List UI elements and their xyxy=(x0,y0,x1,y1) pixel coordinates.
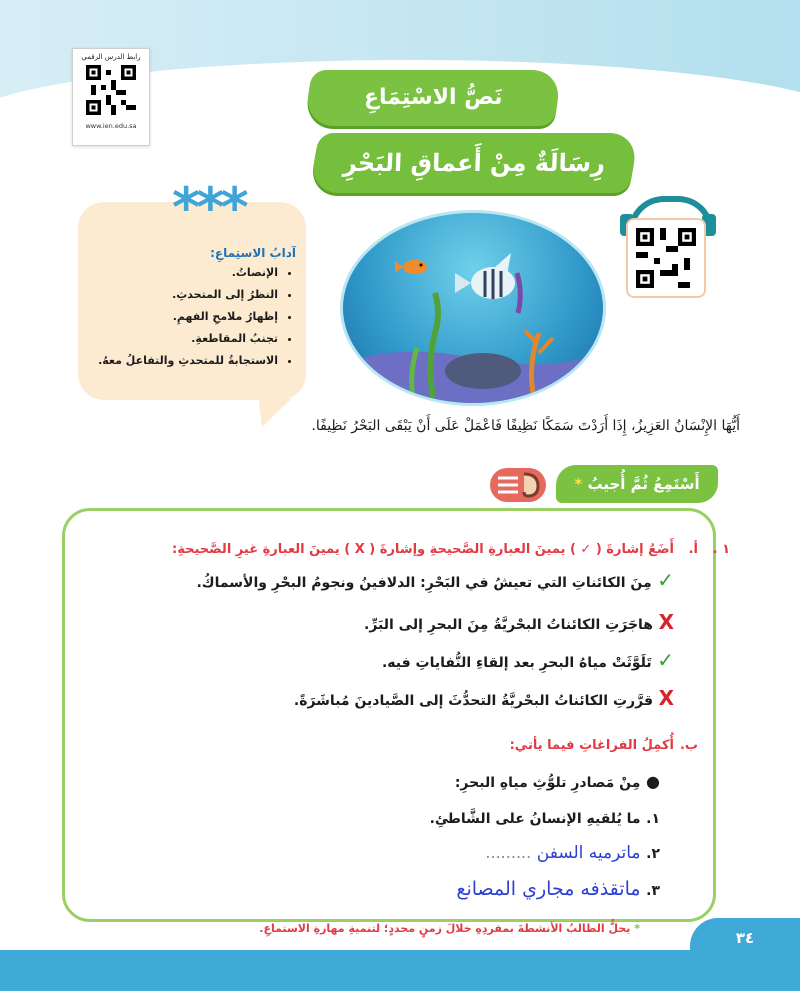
statement-text: هاجَرَتِ الكائناتُ البحْريَّةُ مِنَ البحرِ إلى البَرِّ. xyxy=(364,617,653,633)
statement-text: مِنَ الكائناتِ التي تعيشُ في البَحْرِ: الدلافينُ ونجومُ البحْرِ والأسماكُ. xyxy=(196,575,652,591)
page-number-tab xyxy=(690,918,800,958)
audio-qr-card xyxy=(626,218,706,298)
fill-answer-input[interactable]: ماتقذفه مجاري المصانع xyxy=(456,878,641,900)
fill-number: ٣. xyxy=(646,883,660,899)
statement-row xyxy=(196,568,674,592)
etiquette-item: • تجنبُ المقاطعةِ. xyxy=(96,332,278,345)
decorative-stars: *** xyxy=(172,176,245,239)
digital-lesson-qr-card[interactable] xyxy=(72,48,150,146)
etiquette-item: • الإنصاتُ. xyxy=(96,266,278,279)
intro-sentence: أَيُّهَا الإِنْسَانُ العَزِيزُ، إِذَا أَرَدْتَ سَمَكًا نَظِيفًا فَاعْمَلْ عَلَى أَنْ يَبْقَى البَحْرُ نَظِيفًا. xyxy=(311,418,740,434)
etiquette-item: • إظهارُ ملامحِ الفهمِ. xyxy=(96,310,278,323)
qr-url[interactable]: www.ien.edu.sa xyxy=(85,122,137,130)
ear-icon xyxy=(490,468,546,502)
audio-qr-icon xyxy=(636,228,696,288)
etiquette-title: آدابُ الاستِماعِ: xyxy=(210,246,296,260)
fill-dotted-line: ......... xyxy=(485,843,532,862)
footnote-star: * xyxy=(634,922,640,935)
question-number: ١ . xyxy=(712,542,730,557)
audio-qr-code[interactable] xyxy=(612,196,722,306)
bullet-icon: ● xyxy=(646,772,660,791)
footnote-text: يحلُّ الطالبُ الأنشطةَ بمفردِهِ خلالَ زمنٍ محددٍ؛ لتنميةِ مهارةِ الاستماعِ. xyxy=(259,922,631,935)
bottom-band xyxy=(0,950,800,991)
fill-answer-input[interactable]: ماترميه السفن xyxy=(536,843,641,863)
statement-row xyxy=(382,648,674,672)
fill-number: ١. xyxy=(646,811,660,827)
statement-row xyxy=(364,610,674,634)
fill-row xyxy=(456,878,660,900)
listen-answer-text: أَسْتَمِعُ ثُمَّ أُجيبُ xyxy=(587,475,700,493)
part-b-instruction: أُكمِلُ الفراغاتِ فيما يأتي: xyxy=(509,738,674,753)
lesson-title: نَصُّ الاسْتِمَاعِ xyxy=(363,85,503,110)
part-b-letter: ب. xyxy=(679,738,698,753)
statement-text: قرَّرتِ الكائناتُ البحْريَّةُ التحدُّثَ إلى الصَّيادينَ مُباشَرَةً. xyxy=(293,693,653,709)
fill-row xyxy=(485,843,660,863)
listening-etiquette xyxy=(96,246,296,376)
checkmark-icon[interactable]: ✓ xyxy=(657,568,674,592)
listen-answer-label xyxy=(556,465,718,503)
etiquette-list xyxy=(96,266,296,367)
etiquette-item: • الاستجابةُ للمتحدثِ والتفاعلُ معهُ. xyxy=(96,354,278,367)
part-a-letter: أ. xyxy=(688,542,698,557)
cross-mark-icon[interactable]: X xyxy=(658,610,674,634)
lesson-title-ribbon xyxy=(304,70,562,126)
lesson-subtitle-ribbon xyxy=(309,133,640,193)
ocean-illustration xyxy=(340,210,606,406)
footnote xyxy=(200,922,640,935)
fill-text: ما يُلقيهِ الإنسانُ على الشَّاطئِ. xyxy=(429,811,641,827)
part-b-lead-row xyxy=(455,772,660,791)
statement-text: تَلَوَّثَتْ مياهُ البحرِ بعد إلقاءِ النُّفاياتِ فيه. xyxy=(381,655,652,671)
page-number: ٣٤ xyxy=(735,929,755,947)
cross-mark-icon[interactable]: X xyxy=(658,686,674,710)
etiquette-item: • النظرُ إلى المتحدثِ. xyxy=(96,288,278,301)
checkmark-icon[interactable]: ✓ xyxy=(657,648,674,672)
part-a-instruction: أَضَعُ إشارةَ ( ✓ ) يمينَ العبارةِ الصَّحيحةِ وإشارةَ ( X ) يمينَ العبارةِ غيرِ الصَّحيحةِ: xyxy=(172,542,674,557)
statement-row xyxy=(294,686,674,710)
fill-row xyxy=(430,808,660,827)
fill-number: ٢. xyxy=(646,846,660,862)
part-b-lead: مِنْ مَصادرِ تلوُّثِ مياهِ البحرِ: xyxy=(454,775,641,791)
qr-caption: رابط الدرس الرقمي xyxy=(81,53,141,61)
sea-scene-icon xyxy=(343,213,603,403)
qr-code-icon xyxy=(86,65,136,115)
ear-glyph-icon xyxy=(490,468,546,502)
listen-answer-star: * xyxy=(574,475,583,493)
lesson-subtitle: رِسَالَةٌ مِنْ أَعماقِ البَحْرِ xyxy=(342,149,606,177)
